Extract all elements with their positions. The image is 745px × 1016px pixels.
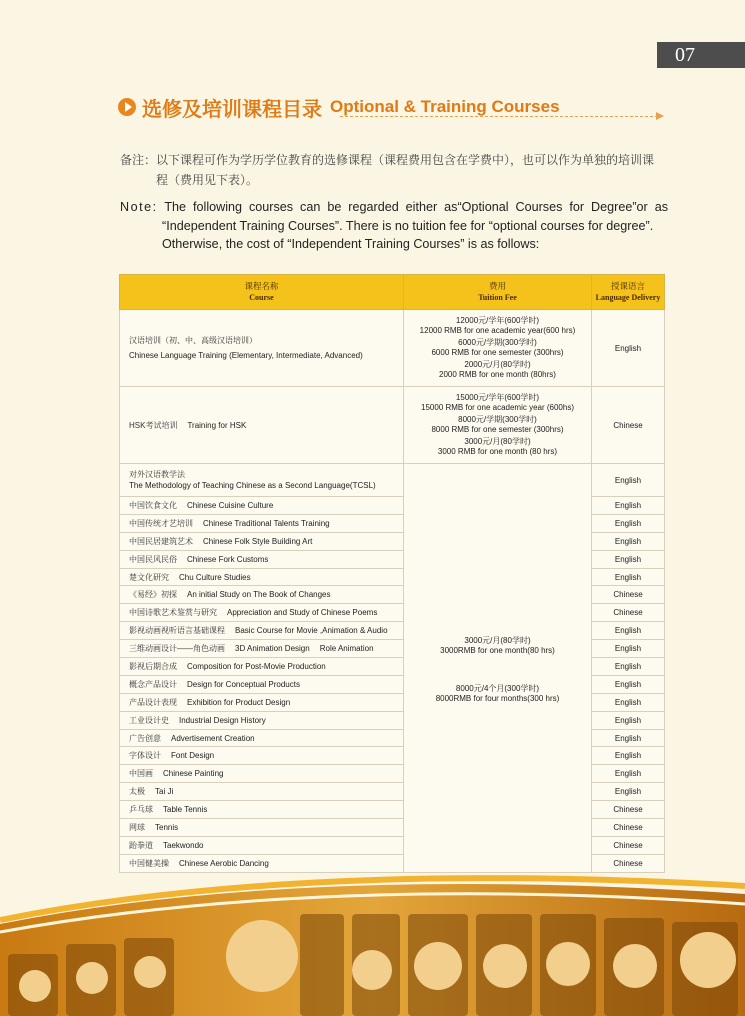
header-language: 授课语言 Language Delivery xyxy=(592,275,665,310)
course-name-cell: 概念产品设计 Design for Conceptual Products xyxy=(120,675,404,693)
course-name-cell: 跆拳道 Taekwondo xyxy=(120,836,404,854)
note-chinese xyxy=(120,150,668,190)
play-bullet-icon xyxy=(118,98,136,116)
course-name-cell: 中国诗歌艺术鉴赏与研究 Appreciation and Study of Chinese Poems xyxy=(120,604,404,622)
heading-divider xyxy=(340,116,658,117)
language-cell: English xyxy=(592,765,665,783)
course-name-cell: 太极 Tai Ji xyxy=(120,783,404,801)
course-name-cell: HSK考试培训 Training for HSK xyxy=(120,387,404,464)
arrow-right-icon xyxy=(656,112,664,120)
note-en-line3: Otherwise, the cost of “Independent Training Courses” is as follows: xyxy=(162,237,540,251)
language-cell: English xyxy=(592,514,665,532)
fee-chinese-training: 12000元/学年(600学时) 12000 RMB for one academic year(600 hrs) 6000元/学期(300学时) 6000 RMB for one semester (300hrs) 2000元/月(80学时) 2000 RMB for one month (80hrs) xyxy=(404,310,592,387)
language-cell: English xyxy=(592,640,665,658)
section-heading xyxy=(118,92,560,122)
language-cell: English xyxy=(592,675,665,693)
page-number: 07 xyxy=(657,42,745,68)
language-cell: Chinese xyxy=(592,387,665,464)
language-cell: English xyxy=(592,693,665,711)
course-name-cell: 中国民居建筑艺术 Chinese Folk Style Building Art xyxy=(120,532,404,550)
course-name-cell: 影视后期合成 Composition for Post-Movie Production xyxy=(120,658,404,676)
language-cell: English xyxy=(592,622,665,640)
language-cell: English xyxy=(592,550,665,568)
heading-zh: 选修及培训课程目录 xyxy=(142,96,322,121)
note-zh-line2: 程（费用见下表）。 xyxy=(156,173,259,187)
table-row xyxy=(120,310,665,387)
note-zh-line1: 备注：以下课程可作为学历学位教育的选修课程（课程费用包含在学费中），也可以作为单独的培训课 xyxy=(120,153,655,167)
course-name-cell: 中国健美操 Chinese Aerobic Dancing xyxy=(120,854,404,872)
language-cell: English xyxy=(592,711,665,729)
language-cell: English xyxy=(592,747,665,765)
language-cell: English xyxy=(592,783,665,801)
course-name-cell: 中国传统才艺培训 Chinese Traditional Talents Training xyxy=(120,514,404,532)
fee-hsk: 15000元/学年(600学时) 15000 RMB for one academic year (600hs) 8000元/学期(300学时) 8000 RMB for one semester (300hrs) 3000元/月(80学时) 3000 RMB for one month (80 hrs) xyxy=(404,387,592,464)
language-cell: English xyxy=(592,497,665,515)
note-english xyxy=(120,198,668,254)
language-cell: English xyxy=(592,658,665,676)
course-name-cell: 楚文化研究 Chu Culture Studies xyxy=(120,568,404,586)
header-fee: 费用 Tuition Fee xyxy=(404,275,592,310)
student-photo-banner xyxy=(0,874,745,1016)
language-cell: English xyxy=(592,464,665,497)
course-name-cell: 汉语培训（初、中、高级汉语培训） Chinese Language Training (Elementary, Intermediate, Advanced) xyxy=(120,310,404,387)
course-name-cell: 《易经》初探 An initial Study on The Book of Changes xyxy=(120,586,404,604)
table-row xyxy=(120,387,665,464)
course-name-cell: 广告创意 Advertisement Creation xyxy=(120,729,404,747)
course-name-cell: 字体设计 Font Design xyxy=(120,747,404,765)
courses-table xyxy=(119,274,665,873)
note-label: Note: xyxy=(120,200,158,214)
course-name-cell: 乒乓球 Table Tennis xyxy=(120,801,404,819)
language-cell: Chinese xyxy=(592,819,665,837)
note-en-line2: “Independent Training Courses”. There is no tuition fee for “optional courses for degree”. xyxy=(162,218,654,233)
course-name-cell: 中国民风民俗 Chinese Fork Customs xyxy=(120,550,404,568)
language-cell: Chinese xyxy=(592,801,665,819)
note-en-line1: The following courses can be regarded either as“Optional Courses for Degree”or as xyxy=(164,200,668,214)
fee-other-courses: 3000元/月(80学时) 3000RMB for one month(80 hrs) 8000元/4个月(300学时) 8000RMB for four months(300 hrs) xyxy=(404,464,592,873)
course-name-cell: 影视动画视听语言基础课程 Basic Course for Movie ,Animation & Audio xyxy=(120,622,404,640)
language-cell: Chinese xyxy=(592,586,665,604)
course-name-cell: 工业设计史 Industrial Design History xyxy=(120,711,404,729)
heading-en: Optional & Training Courses xyxy=(330,97,560,116)
language-cell: Chinese xyxy=(592,604,665,622)
course-name-cell: 中国饮食文化 Chinese Cuisine Culture xyxy=(120,497,404,515)
table-header-row xyxy=(120,275,665,310)
course-name-cell: 三维动画设计——角色动画 3D Animation Design Role Animation xyxy=(120,640,404,658)
table-row xyxy=(120,464,665,497)
language-cell: English xyxy=(592,310,665,387)
language-cell: English xyxy=(592,532,665,550)
course-name-cell: 产品设计表现 Exhibition for Product Design xyxy=(120,693,404,711)
header-course: 课程名称 Course xyxy=(120,275,404,310)
language-cell: Chinese xyxy=(592,854,665,872)
course-name-cell: 对外汉语教学法 The Methodology of Teaching Chinese as a Second Language(TCSL) xyxy=(120,464,404,497)
language-cell: English xyxy=(592,568,665,586)
course-name-cell: 网球 Tennis xyxy=(120,819,404,837)
language-cell: Chinese xyxy=(592,836,665,854)
course-name-cell: 中国画 Chinese Painting xyxy=(120,765,404,783)
language-cell: English xyxy=(592,729,665,747)
